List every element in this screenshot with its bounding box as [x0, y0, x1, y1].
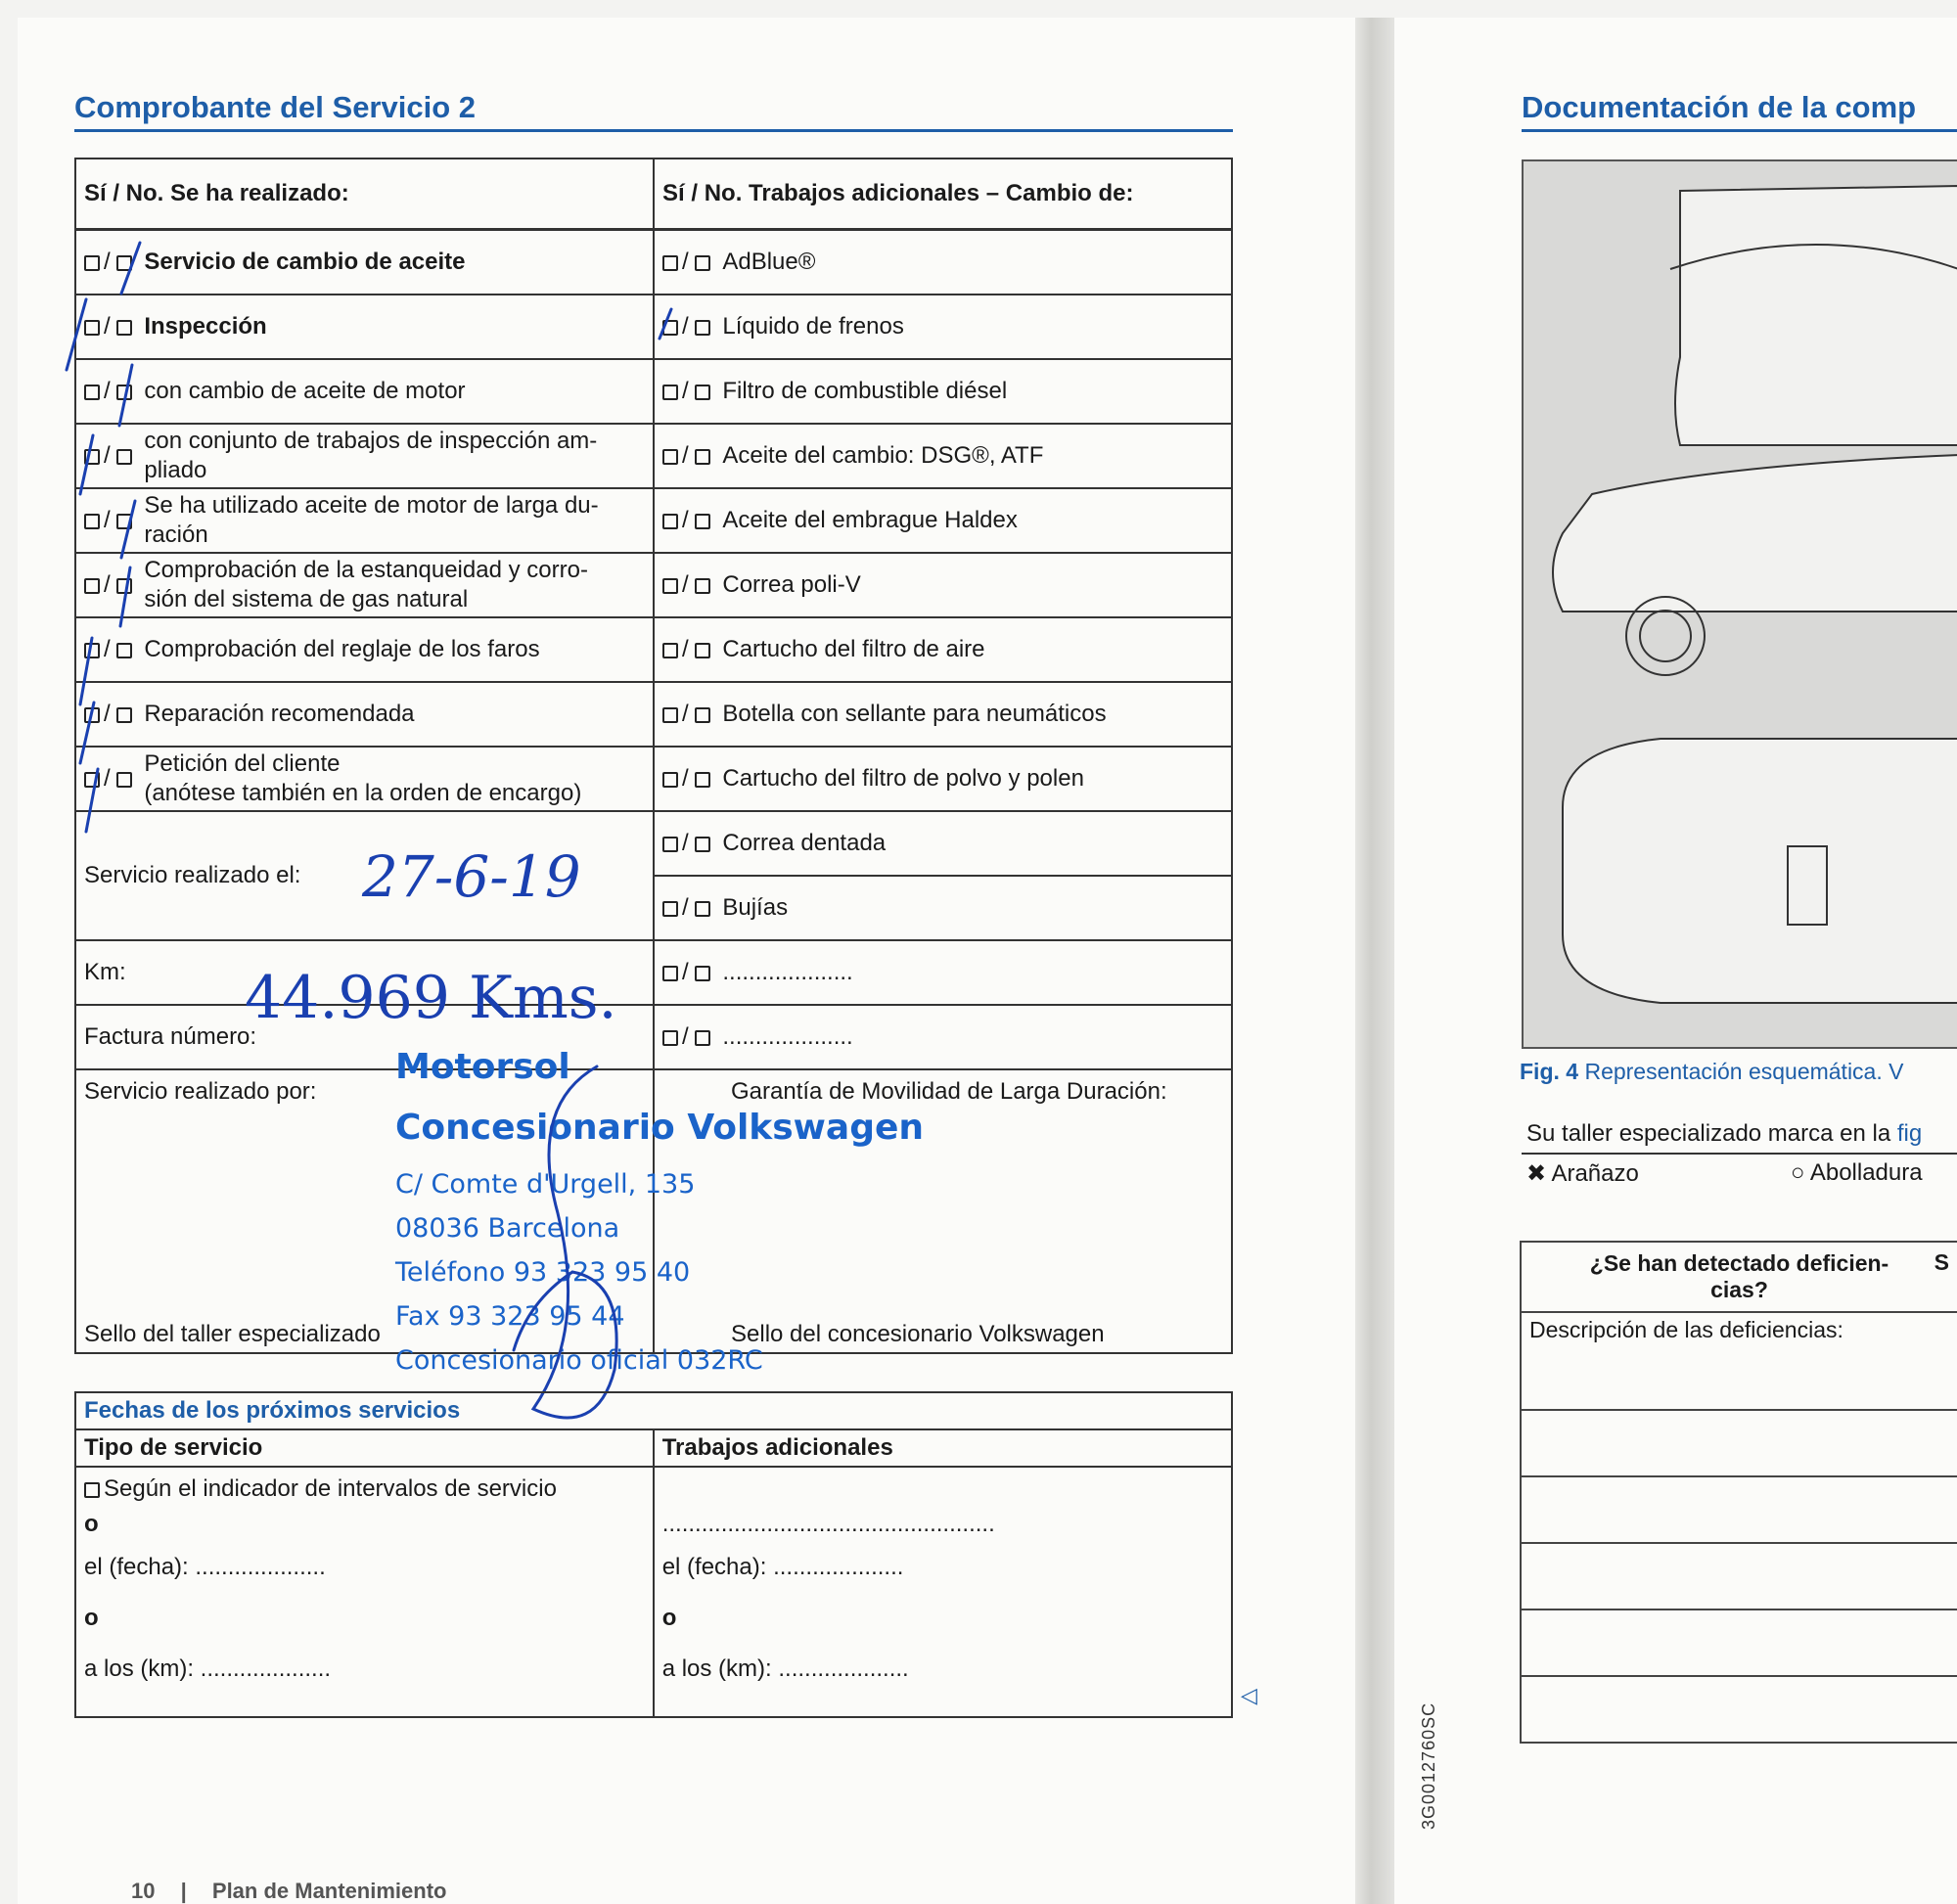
or-text: o	[661, 1605, 677, 1631]
stamp-line-4: 08036 Barcelona	[395, 1213, 620, 1244]
check-mark-icon	[121, 501, 135, 558]
yes-no-checkbox[interactable]: /	[662, 1022, 714, 1052]
col-right-header: Sí / No. Trabajos adicionales – Cambio de:	[654, 159, 1232, 230]
next-services-header: Fechas de los próximos servicios	[75, 1392, 1232, 1429]
yes-no-checkbox[interactable]: /	[84, 377, 136, 406]
col-left-header: Sí / No. Se ha realizado:	[75, 159, 654, 230]
check-mark-icon	[80, 703, 94, 763]
item-label: con cambio de aceite de motor	[144, 378, 466, 404]
performed-by-label: Servicio realizado por:	[84, 1078, 317, 1105]
invoice-label: Factura número:	[84, 1023, 257, 1050]
stamp-line-2: Concesionario Volkswagen	[395, 1108, 925, 1148]
service-date-handwritten: 27-6-19	[362, 843, 581, 910]
mobility-label: Garantía de Movilidad de Larga Duración:	[731, 1078, 1167, 1105]
km-label: Km:	[84, 959, 126, 985]
item-label: Inspección	[144, 313, 267, 340]
yes-no-checkbox[interactable]: /	[662, 700, 714, 729]
car-diagram	[1524, 161, 1957, 1047]
page-title: Comprobante del Servicio 2	[74, 90, 476, 124]
car-diagram-figure	[1522, 159, 1957, 1049]
car-rear-view	[1675, 186, 1957, 445]
side-code: 3G0012760SC	[1419, 1701, 1438, 1830]
deficiency-description[interactable]: Descripción de las deficiencias:	[1521, 1312, 1957, 1410]
or-text: o	[84, 1605, 99, 1631]
item-label: Reparación recomendada	[144, 701, 415, 727]
item-label: Aceite del embrague Haldex	[722, 507, 1018, 533]
next-services-table	[74, 1391, 1233, 1718]
dealer-seal-label: Sello del concesionario Volkswagen	[731, 1321, 1105, 1347]
circle-icon: ○	[1791, 1159, 1805, 1186]
yes-no-checkbox[interactable]: /	[662, 248, 714, 277]
check-mark-icon	[120, 567, 130, 626]
item-label: Bujías	[722, 894, 789, 921]
yes-no-checkbox[interactable]: /	[662, 635, 714, 664]
footer: 10 | Plan de Mantenimiento	[131, 1879, 447, 1903]
scratch-legend: ✖ Arañazo	[1526, 1160, 1639, 1187]
item-label: Filtro de combustible diésel	[722, 378, 1008, 404]
footer-title: Plan de Mantenimiento	[211, 1879, 447, 1903]
check-mark-icon	[86, 769, 98, 832]
item-label: Servicio de cambio de aceite	[144, 249, 466, 275]
yes-no-checkbox[interactable]: /	[662, 764, 714, 793]
item-label: ....................	[722, 959, 853, 985]
item-label: Comprobación de la estanqueidad y corro- sión del sistema de gas natural	[144, 557, 588, 612]
deficiency-line[interactable]	[1521, 1676, 1957, 1743]
yes-no-checkbox[interactable]: /	[84, 312, 136, 341]
yes-no-checkbox[interactable]: /	[662, 570, 714, 600]
extra-km-field[interactable]: a los (km): ....................	[661, 1655, 909, 1682]
yes-no-checkbox[interactable]: /	[84, 700, 136, 729]
stamp-line-3: C/ Comte d'Urgell, 135	[395, 1169, 696, 1200]
yes-no-checkbox[interactable]: /	[84, 506, 136, 535]
check-mark-icon	[119, 365, 132, 426]
check-mark-icon	[67, 299, 86, 370]
yes-no-checkbox[interactable]: /	[662, 829, 714, 858]
type-cell	[75, 1467, 654, 1717]
item-label: Petición del cliente (anótese también en la orden de encargo)	[144, 750, 582, 806]
stamp-line-7: Concesionario oficial 032RC	[395, 1345, 763, 1376]
check-mark-icon	[80, 638, 92, 704]
extra-work-field[interactable]: ...................................................	[661, 1511, 995, 1537]
item-label: Se ha utilizado aceite de motor de larga du- ración	[144, 492, 599, 548]
item-label: Correa poli-V	[722, 571, 861, 598]
yes-no-checkbox[interactable]: /	[662, 893, 714, 923]
yes-no-checkbox[interactable]: /	[662, 312, 714, 341]
right-page-title: Documentación de la comp	[1522, 90, 1917, 124]
check-mark-icon	[80, 435, 93, 494]
deficiency-line[interactable]	[1521, 1609, 1957, 1676]
yes-no-checkbox[interactable]: /	[84, 441, 136, 471]
yes-no-checkbox[interactable]: /	[84, 248, 136, 277]
deficiency-question: ¿Se han detectado deficien- cias? S	[1521, 1242, 1957, 1312]
item-label: ....................	[722, 1023, 853, 1050]
item-label: Cartucho del filtro de polvo y polen	[722, 765, 1084, 792]
stamp-line-5: Teléfono 93 323 95 40	[395, 1257, 691, 1288]
check-mark-icon	[660, 309, 671, 339]
page-number: 10	[131, 1879, 156, 1903]
item-label: Botella con sellante para neumáticos	[722, 701, 1107, 727]
stamp-line-1: Motorsol	[395, 1047, 570, 1087]
car-side-view	[1553, 455, 1957, 612]
item-label: Líquido de frenos	[722, 313, 904, 340]
yes-no-checkbox[interactable]: /	[662, 377, 714, 406]
yes-no-checkbox[interactable]: /	[662, 441, 714, 471]
workshop-seal-label: Sello del taller especializado	[84, 1321, 381, 1347]
workshop-note: Su taller especializado marca en la fig	[1526, 1120, 1923, 1147]
indicator-option[interactable]: Según el indicador de intervalos de servicio	[84, 1472, 645, 1507]
deficiency-line[interactable]	[1521, 1476, 1957, 1543]
right-title-rule	[1522, 129, 1957, 132]
next-km-field[interactable]: a los (km): ....................	[84, 1655, 332, 1682]
yes-no-checkbox[interactable]: /	[662, 506, 714, 535]
km-handwritten: 44.969 Kms.	[245, 964, 617, 1032]
check-mark-icon	[121, 243, 140, 294]
deficiency-line[interactable]	[1521, 1410, 1957, 1476]
deficiency-table	[1520, 1241, 1957, 1744]
yes-no-checkbox[interactable]: /	[84, 635, 136, 664]
signature-icon	[514, 1066, 616, 1418]
extra-header: Trabajos adicionales	[654, 1429, 1232, 1467]
item-label: Cartucho del filtro de aire	[722, 636, 985, 662]
car-top-view	[1563, 739, 1957, 1003]
item-label: Aceite del cambio: DSG®, ATF	[722, 442, 1044, 469]
yes-no-checkbox[interactable]: /	[662, 958, 714, 987]
item-label: AdBlue®	[722, 249, 816, 275]
figure-caption: Fig. 4 Representación esquemática. V	[1520, 1059, 1904, 1084]
extra-cell	[654, 1467, 1232, 1717]
or-text: o	[84, 1511, 99, 1537]
yes-no-checkbox[interactable]: /	[84, 764, 136, 793]
yes-no-checkbox[interactable]: /	[84, 570, 136, 600]
item-label: Comprobación del reglaje de los faros	[144, 636, 540, 662]
dent-legend: ○ Abolladura	[1791, 1159, 1923, 1186]
cross-icon: ✖	[1526, 1160, 1547, 1187]
item-label: Correa dentada	[722, 830, 887, 856]
service-date-label: Servicio realizado el:	[84, 862, 301, 888]
next-date-field[interactable]: el (fecha): ....................	[84, 1554, 326, 1580]
type-header: Tipo de servicio	[75, 1429, 654, 1467]
stamp-line-6: Fax 93 323 95 44	[395, 1301, 625, 1332]
item-label: con conjunto de trabajos de inspección am- pliado	[144, 428, 598, 483]
continue-arrow-icon: ◁	[1241, 1683, 1257, 1707]
deficiency-line[interactable]	[1521, 1543, 1957, 1609]
divider	[1522, 1153, 1957, 1155]
extra-date-field[interactable]: el (fecha): ....................	[661, 1554, 904, 1580]
